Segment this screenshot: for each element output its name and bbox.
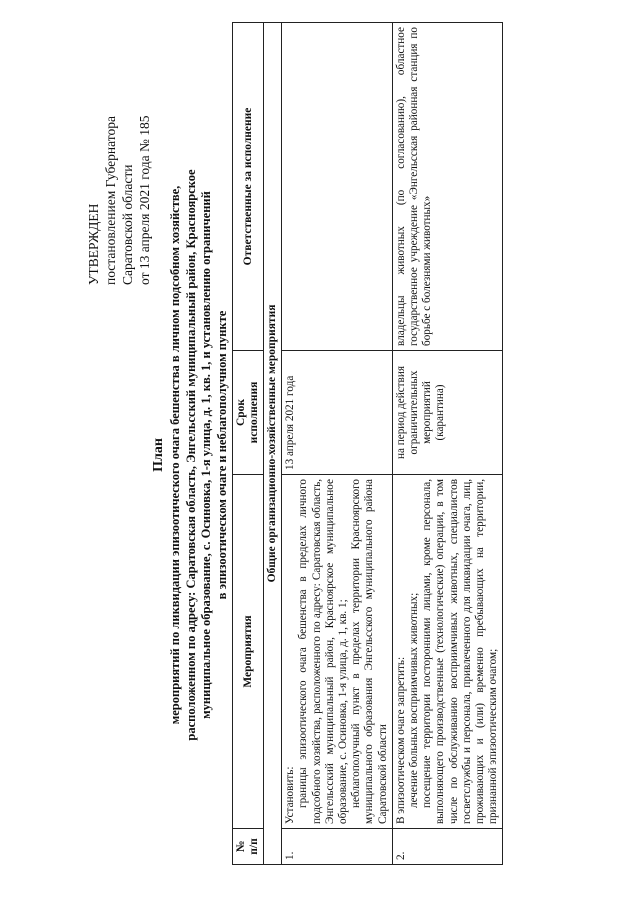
header-number-abbr: п/п [248,838,260,855]
row-deadline: 13 апреля 2021 года [282,351,393,475]
header-measures: Мероприятия [233,475,264,829]
title-line-2: расположенном по адресу: Саратовская область, Энгельсский муниципальный район, Красноярское [183,169,198,741]
title-line-4: в эпизоотическом очаге и неблагополучном пункте [214,310,229,600]
approval-region: Саратовской области [120,164,135,285]
header-number-sign: № [235,840,247,853]
header-responsible: Ответственные за исполнение [233,23,264,351]
approval-heading: УТВЕРЖДЕН [86,203,101,285]
row-number: 1. [282,829,393,865]
row-measures [282,475,393,829]
measures-paragraph: лечение больных восприимчивых животных; [408,592,421,808]
row-number: 2. [392,829,503,865]
table-header-row [233,23,264,865]
measures-intro: В эпизоотическом очаге запретить: [394,656,407,824]
row-responsible: владельцы животных (по согласованию), областное государственное учреждение «Энгельсская районная станция по борьбе с болезнями животных» [392,23,503,351]
header-number [233,829,264,865]
table-row [392,23,503,865]
title-plan: План [151,438,166,472]
document-title [150,45,230,865]
title-line-1: мероприятий по ликвидации эпизоотического очага бешенства в личном подсобном хозяйстве, [168,185,182,725]
approval-decree: постановлением Губернатора [103,116,118,285]
measures-paragraph: границы эпизоотического очага бешенства в пределах личного подсобного хозяйства, расположенного по адресу: Саратовская область, Энгельсский муниципальный район, Красноярское муниципальное образование, с. Осиновка, 1-я улица, д. 1, кв. 1; [297,479,350,824]
measures-table [232,22,503,865]
approval-stamp [85,45,153,285]
header-deadline-word: Срок [235,398,247,427]
row-deadline: на период действия ограничительных мероприятий (карантина) [392,351,503,475]
header-deadline-word-2: исполнения [248,381,260,444]
measures-paragraph: неблагополучный пункт в пределах территории Красноярского муниципального образования Энгельсского муниципального района Саратовской области [350,479,389,824]
row-measures [392,475,503,829]
row-responsible [282,23,393,351]
section-title: Общие организационно-хозяйственные мероприятия [264,23,282,865]
title-line-3: муниципальное образование, с. Осиновка, 1-я улица, д. 1, кв. 1, и установлению ограничений [199,191,213,719]
header-deadline [233,351,264,475]
section-row [264,23,282,865]
measures-intro: Установить: [284,766,297,824]
measures-paragraph: посещение территории посторонними лицами, кроме персонала, выполняющего производственные (технологические) операции, в том числе по обслуживанию восприимчивых животных, специалистов госветслужбы и персонала, привлеченного для ликвидации очага, лиц, проживающих и (или) временно пребывающих на территории, признанной эпизоотическим очагом; [421,479,500,824]
approval-date: от 13 апреля 2021 года № 185 [137,115,152,285]
table-row [282,23,393,865]
